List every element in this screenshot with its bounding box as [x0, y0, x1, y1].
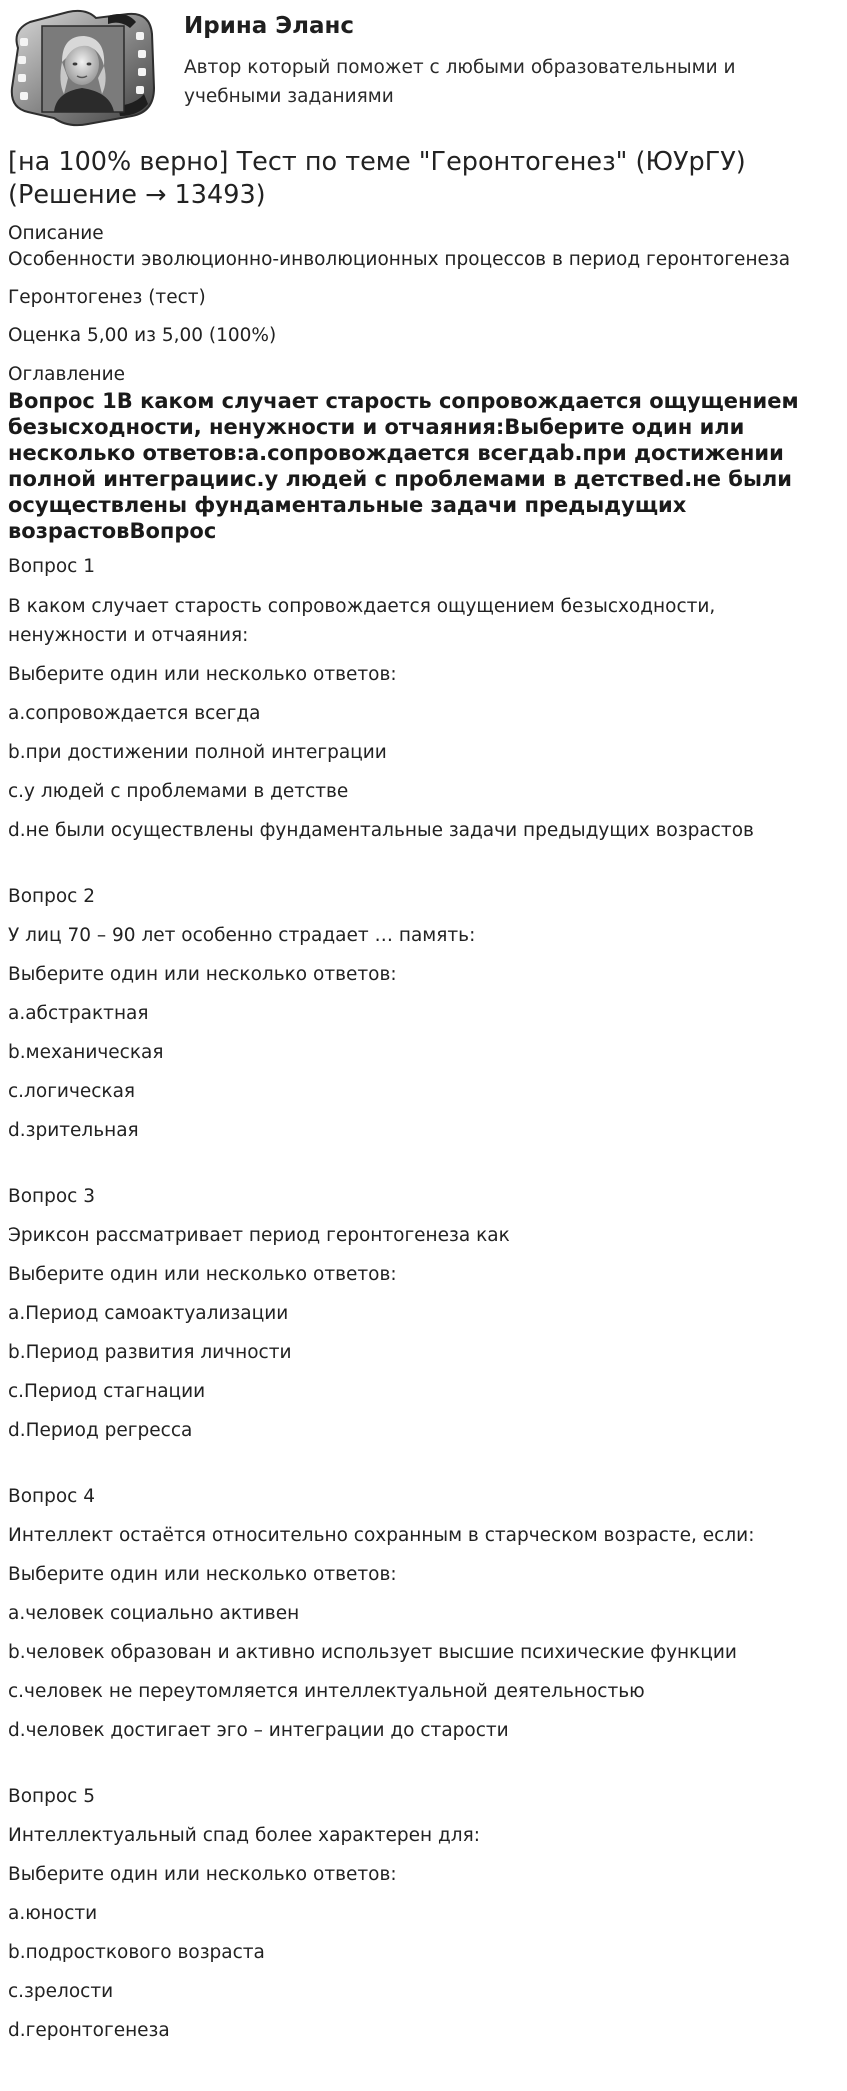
document-content	[8, 146, 840, 2056]
question-label: Вопрос 4	[8, 1486, 95, 1507]
answer-option: d.геронтогенеза	[8, 2020, 170, 2041]
answer-option: a.юности	[8, 1903, 98, 1924]
question-instruction: Выберите один или несколько ответов:	[8, 664, 397, 685]
answer-option: с.у людей с проблемами в детстве	[8, 781, 349, 802]
answer-option: b.подросткового возраста	[8, 1942, 265, 1963]
answer-option: d.зрительная	[8, 1120, 139, 1141]
toc-heading: Вопрос 1В каком случает старость сопровождается ощущением безысходности, ненужности и отчаяния:Выберите один или несколько ответов:a.сопровождается всегдаb.при достижении полной интеграциис.у людей с проблемами в детствеd.не были осуществлены фундаментальные задачи предыдущих возрастовВопрос	[8, 389, 799, 543]
question-block	[8, 1483, 840, 1745]
author-name[interactable]: Ирина Эланс	[184, 13, 355, 39]
answer-option: a.абстрактная	[8, 1003, 149, 1024]
question-text: Эриксон рассматривает период геронтогенеза как	[8, 1225, 510, 1246]
answer-option: a.Период самоактуализации	[8, 1303, 289, 1324]
answer-option: d.человек достигает эго – интеграции до старости	[8, 1720, 509, 1741]
answer-option: c.логическая	[8, 1081, 136, 1102]
question-instruction: Выберите один или несколько ответов:	[8, 1864, 397, 1885]
answer-option: d.не были осуществлены фундаментальные задачи предыдущих возрастов	[8, 820, 754, 841]
question-instruction: Выберите один или несколько ответов:	[8, 1564, 397, 1585]
question-instruction: Выберите один или несколько ответов:	[8, 964, 397, 985]
answer-option: b.при достижении полной интеграции	[8, 742, 387, 763]
answer-option: c.человек не переутомляется интеллектуальной деятельностью	[8, 1681, 645, 1702]
answer-option: a.человек социально активен	[8, 1603, 300, 1624]
author-avatar[interactable]	[8, 8, 156, 128]
question-block	[8, 883, 840, 1145]
answer-option: c.Период стагнации	[8, 1381, 206, 1402]
question-text: У лиц 70 – 90 лет особенно страдает … память:	[8, 925, 476, 946]
question-block	[8, 1783, 840, 2045]
question-label: Вопрос 2	[8, 886, 95, 907]
question-label: Вопрос 5	[8, 1786, 95, 1807]
question-block	[8, 1183, 840, 1445]
question-instruction: Выберите один или несколько ответов:	[8, 1264, 397, 1285]
question-text: Интеллектуальный спад более характерен для:	[8, 1825, 480, 1846]
document-title: [на 100% верно] Тест по теме "Геронтогенез" (ЮУрГУ) (Решение → 13493)	[8, 147, 746, 210]
answer-option: d.Период регресса	[8, 1420, 193, 1441]
answer-option: b.человек образован и активно использует высшие психические функции	[8, 1642, 737, 1663]
question-block	[8, 553, 840, 845]
question-text: Интеллект остаётся относительно сохранным в старческом возрасте, если:	[8, 1525, 755, 1546]
answer-option: c.зрелости	[8, 1981, 114, 2002]
answer-option: b.механическая	[8, 1042, 164, 1063]
description-paragraph: Геронтогенез (тест)	[8, 287, 206, 308]
author-card	[8, 8, 838, 133]
question-label: Вопрос 3	[8, 1186, 95, 1207]
question-label: Вопрос 1	[8, 556, 95, 577]
answer-option: a.сопровождается всегда	[8, 703, 261, 724]
description-paragraph: Оценка 5,00 из 5,00 (100%)	[8, 325, 277, 346]
description-label: Описание	[8, 223, 104, 244]
question-text: В каком случает старость сопровождается ощущением безысходности, ненужности и отчаяния:	[8, 596, 716, 646]
toc-label: Оглавление	[8, 364, 126, 385]
portrait-photo	[42, 26, 124, 112]
answer-option: b.Период развития личности	[8, 1342, 292, 1363]
description-text: Особенности эволюционно-инволюционных процессов в период геронтогенеза	[8, 249, 791, 270]
author-description: Автор который поможет с любыми образовательными и учебными заданиями	[184, 57, 736, 107]
